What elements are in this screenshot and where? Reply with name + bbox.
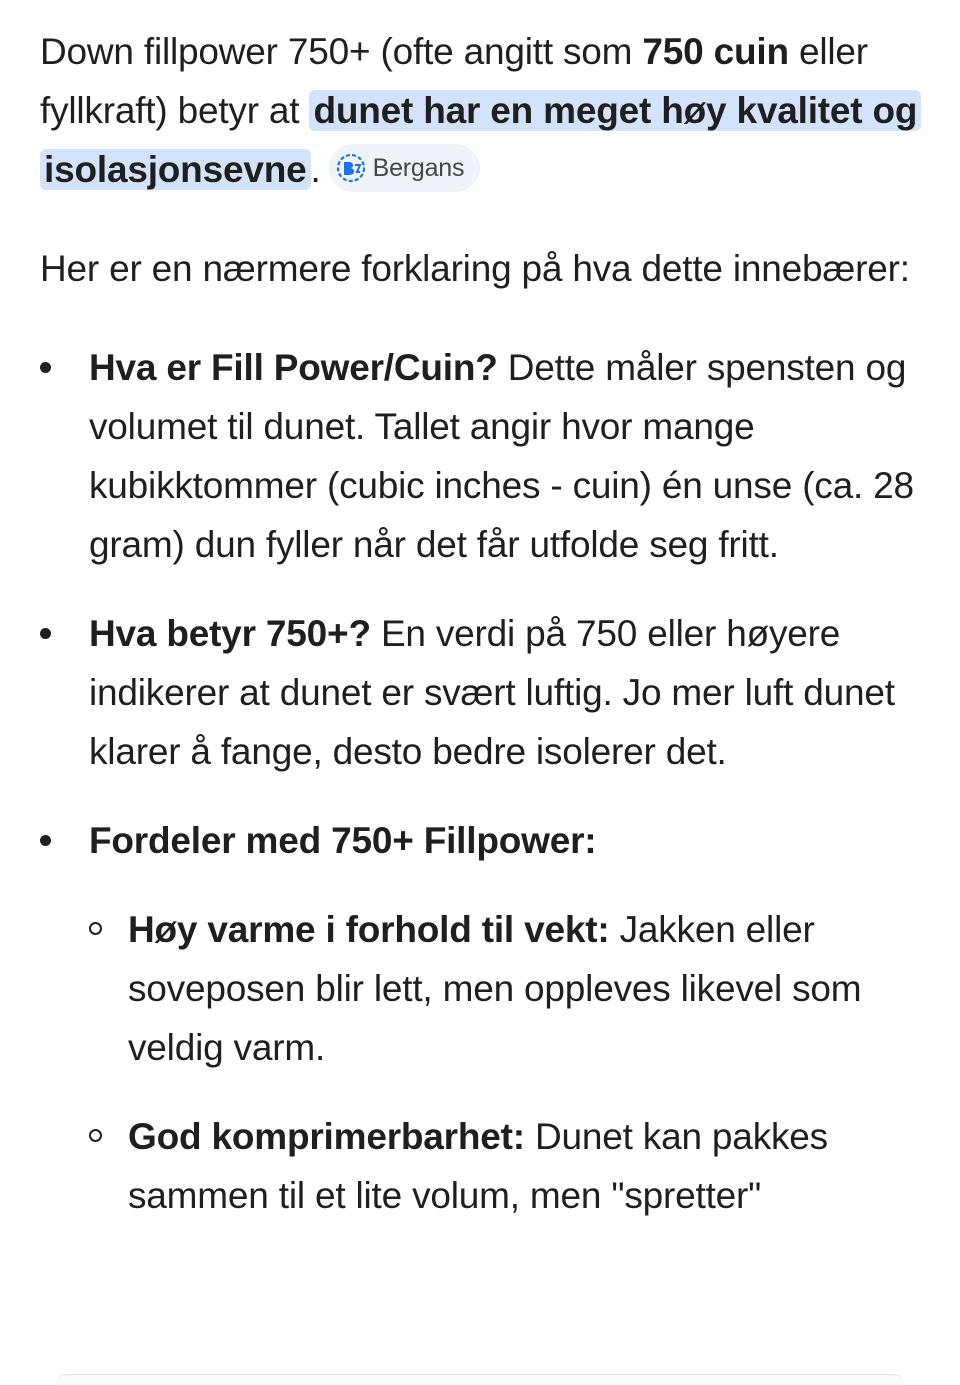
list-item-body: En verdi på 750 eller høyere indikerer at dunet er svært luftig. Jo mer luft dunet klarer å fange, desto bedre isolerer det. [89,613,895,772]
sub-list-item-title: God komprimerbarhet: [128,1116,525,1157]
intro-bold-cuin: 750 cuin [642,31,789,72]
intro-paragraph [40,22,930,199]
list-item-title: Fordeler med 750+ Fillpower: [89,820,597,861]
list-item-title: Hva betyr 750+? [89,613,371,654]
sub-list-item-body: Dunet kan pakkes sammen til et lite volum, men "spretter" [128,1116,828,1216]
highlighted-claim[interactable]: dunet har en meget høy kvalitet og isolasjonsevne [40,90,921,190]
bottom-sheet-edge [56,1374,904,1385]
sub-list-item [89,900,930,1077]
list-item [40,338,930,574]
sub-list-item [89,1107,930,1225]
list-item [40,604,930,781]
list-item-body: Dette måler spensten og volumet til dunet. Tallet angir hvor mange kubikktommer (cubic inches - cuin) én unse (ca. 28 gram) dun fyller når det får utfolde seg fritt. [89,347,914,565]
bullet-list [40,338,930,1225]
intro-text-2: eller fyllkraft) betyr at [40,31,868,131]
sub-list-item-title: Høy varme i forhold til vekt: [128,909,610,950]
response-content [40,22,930,1255]
list-item [40,811,930,1225]
source-chip-label: Bergans [372,154,465,183]
intro-text-3: . [310,149,321,190]
list-item-title: Hva er Fill Power/Cuin? [89,347,498,388]
intro-text-1: Down fillpower 750+ (ofte angitt som [40,31,643,72]
source-chip-bergans[interactable] [329,144,481,192]
bergans-logo-icon [335,152,367,184]
explanation-paragraph: Her er en nærmere forklaring på hva dette innebærer: [40,248,910,289]
sub-list-item-body: Jakken eller soveposen blir lett, men oppleves likevel som veldig varm. [128,909,862,1068]
sub-bullet-list [89,900,930,1225]
